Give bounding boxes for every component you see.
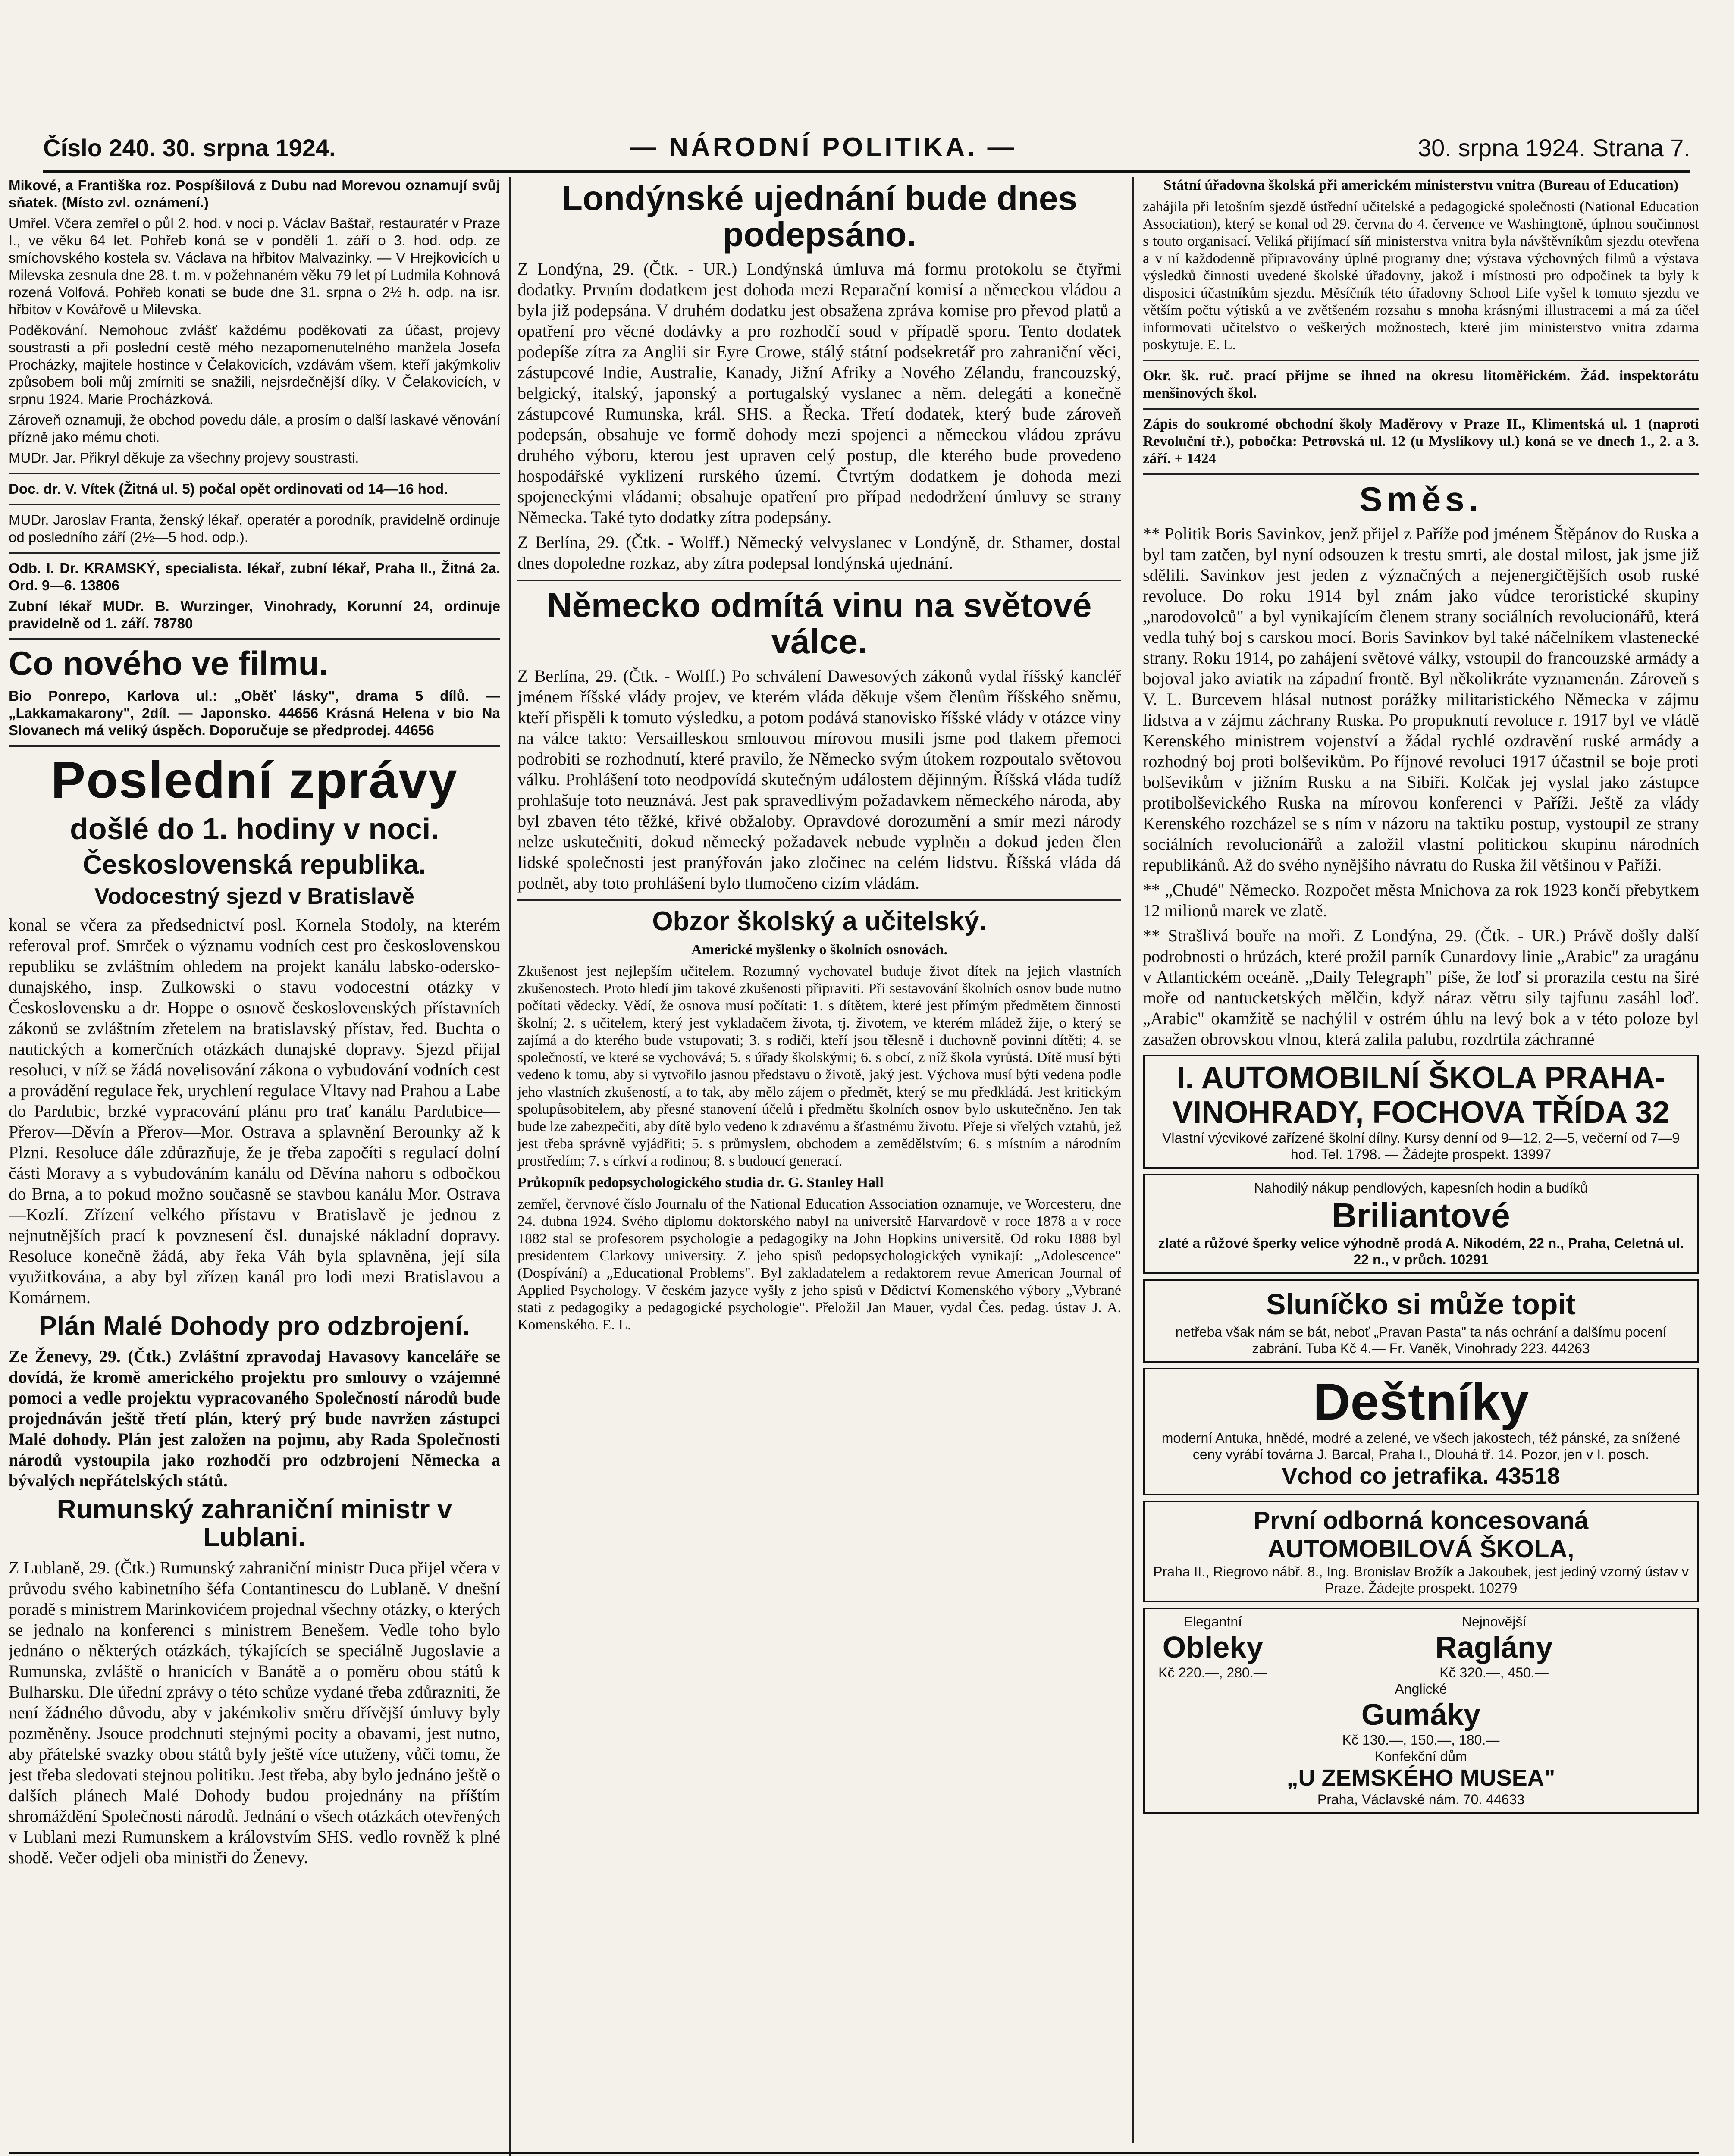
notice: Umřel. Včera zemřel o půl 2. hod. v noci p. Václav Baštař, restauratér v Praze I., ve věku 64 let. Pohřeb koná se v pondělí 1. září o 3. hod. odp. ze smíchovského kostela sv. Václava na hřbitov Malvazinky. — V Hrejkovicích u Milevska zesnula dne 28. t. m. v požehnaném věku 79 let pí Ludmila Kohnová rozená Volfová. Pohřeb konati se bude dne 31. srpna o 2½ h. odp. na isr. hřbitov v Kovářově u Milevska. <box>9 215 500 317</box>
ad-right <box>1432 1614 1691 1681</box>
ad-title: Briliantové <box>1332 1196 1510 1235</box>
notice: Poděkování. Nemohouc zvlášť každému poděkovati za účast, projevy soustrasti a při poslední cestě mého nezapomenutelného manžela Josefa Procházky, majitele hostince v Čelakovicích, vzdávám všem, kteří jakýmkoliv způsobem boli můj zmírniti se snažili, nejsrdečnější díky. V Čelakovicích, v srpnu 1924. Marie Procházková. <box>9 322 500 407</box>
issue-number: Číslo 240. 30. srpna 1924. <box>43 134 336 161</box>
ad-item: Raglány <box>1435 1630 1553 1664</box>
little-entente-heading: Plán Malé Dohody pro odzbrojení. <box>39 1311 470 1341</box>
ad-title: I. AUTOMOBILNÍ ŠKOLA PRAHA-VINOHRADY, FOCHOVA TŘÍDA 32 <box>1172 1061 1670 1130</box>
film-heading: Co nového ve filmu. <box>9 644 329 682</box>
office-section <box>1143 177 1699 467</box>
ad-item: Gumáky <box>1361 1698 1481 1731</box>
office-heading: Státní úřadovna školská při americkém ministerstvu vnitra (Bureau of Education) <box>1163 177 1679 193</box>
column-divider <box>509 177 511 2156</box>
ad-text: netřeba však nám se bát, neboť „Pravan Pasta" ta nás ochrání a dalšímu pocení zabrání. Tuba Kč 4.— Fr. Vaněk, Vinohrady 223. 44263 <box>1175 1324 1667 1356</box>
london-heading: Londýnské ujednání bude dnes podepsáno. <box>561 179 1077 254</box>
ad-clothing <box>1143 1608 1699 1814</box>
ad-foot: Vchod co jetrafika. 43518 <box>1282 1463 1560 1489</box>
notice: Zároveň oznamuji, že obchod povedu dále, a prosím o další laskavé věnování přízně jako mému choti. <box>9 412 500 445</box>
ad-driving-school <box>1143 1055 1699 1169</box>
waterway-heading: Vodocestný sjezd v Bratislavě <box>94 884 414 909</box>
ad-auto-school <box>1143 1501 1699 1602</box>
ad-umbrellas <box>1143 1368 1699 1495</box>
ad-item: Obleky <box>1162 1630 1264 1664</box>
ad-label: Elegantní <box>1183 1614 1242 1630</box>
ad-text: Praha II., Riegrovo nábř. 8., Ing. Bronislav Brožík a Jakoubek, jest jediný vzorný ústav v Praze. Žádejte prospekt. 10279 <box>1153 1564 1689 1596</box>
ad-price: Kč 320.—, 450.— <box>1439 1665 1549 1680</box>
enroll-notice: Zápis do soukromé obchodní školy Maděrovy v Praze II., Klimentská ul. 1 (naproti Revoluční tř.), pobočka: Petrovská ul. 12 (u Myslíkovy ul.) koná se ve dnech 1., 2. a 3. září. + 1424 <box>1143 416 1699 467</box>
notice: Mikové, a Františka roz. Pospíšilová z Dubu nad Morevou oznamují svůj sňatek. (Místo zvl. oznámení.) <box>9 177 500 210</box>
ad-store: „U ZEMSKÉHO MUSEA" <box>1286 1765 1555 1791</box>
misc-storm: ** Strašlivá bouře na moři. Z Londýna, 29. (Čtk. - UR.) Právě došly další podrobnosti o hrůzách, které prožil parník Cunardovy linie „Arabic" za uragánu v Atlantickém oceáně. „Daily Telegraph" píše, že loď si prorazila cestu na širé moře od nantucketských mělčin, když náraz větru sily tajfunu zasáhl loď. „Arabic" okamžitě se nachýlil v ostrém úhlu na levý bok a v této poloze byl zasažen obrovskou vlnou, která zalila palubu, rozdrtila záchranné <box>1143 926 1699 1049</box>
latest-news-subheading: došlé do 1. hodiny v noci. <box>70 812 439 846</box>
misc-savinkov: ** Politik Boris Savinkov, jenž přijel z Paříže pod jménem Štěpánov do Ruska a byl tam zatčen, byl nyní odsouzen k trestu smrti, ale dostal milost, jak jsme již sdělili. Savinkov jest jeden z význačných a nejenergičtějších osob ruské revoluce. Do roku 1914 byl znám jako vůdce teroristické skupiny „narodovolců" a byl vynikajícím členem strany sociálních revolucionářů, která vedla tuhý boj s carskou mocí. Boris Savinkov byl také náčelníkem vlastenecké strany. Roku 1914, po zahájení světové války, vstoupil do francouzské armády a bojoval jako aviatik na západní frontě. Byl několikráte vyznamenán. Zároveň s V. L. Burcevem hlásal nutnost porážky militaristického Německa v zájmu lidstva a v zájmu záchrany Ruska. Po propuknutí revoluce r. 1917 byl ve vládě Kerenského ministrem vojenství a žádal rychlé ozdravění ruské armády a rozhodný boj proti bolševikům. Po říjnové revoluci 1917 účastnil se boje proti bolševikům v jižním Rusku a na Sibiři. Kolčak jej vyslal jako zástupce protibolševického Ruska na mírovou konferenci v Paříži. Ještě za vlády Kerenského rozcházel se s ním v názoru na taktiku postup, vystoupil ze strany sociálních revolucionářů a založil vlastní politickou skupinu národních republikánů. Až do svého nynějšího návratu do Ruska žil většinou v Paříži. <box>1143 524 1699 874</box>
ad-address: Praha, Václavské nám. 70. 44633 <box>1317 1792 1525 1807</box>
ad-title: Sluníčko si může topit <box>1266 1288 1576 1321</box>
ad-label: Konfekční dům <box>1375 1749 1467 1764</box>
notice: Zubní lékař MUDr. B. Wurzinger, Vinohrady, Korunní 24, ordinuje pravidelně od 1. září. 78780 <box>9 598 500 631</box>
romania-heading: Rumunský zahraniční ministr v Lublani. <box>56 1495 452 1553</box>
notices <box>9 177 500 632</box>
ad-sunscreen <box>1143 1279 1699 1363</box>
column-3 <box>1143 177 1699 2156</box>
waterway-text: konal se včera za předsednictví posl. Kornela Stodoly, na kterém referoval prof. Smrček o významu vodních cest pro československou republiku se zvláštním ohledem na projekt kanálu labsko-odersko-dunajského, insp. Zulkowski o stavu vodocestní otázky v Československu a dr. Hoppe o osnově československých přístavních zákonů se zvláštním zřetelem na bratislavský přístav, řed. Buchta o nautických a komerčních otázkách dunajské dopravy. Sjezd přijal resoluci, v níž se žádá novelisování zákona o vybudování vodních cest a provádění regulace řek, urychlení regulace Vltavy nad Prahou a Labe do Pardubic, brzké vypracování plánu pro trať kanálu Pardubice—Přerov—Děvín a Přerov—Mor. Ostrava a splavnění Berounky až k Plzni. Resoluce dále zdůrazňuje, že je třeba započíti s regulací dolní části Moravy a s vybudováním kanálu od Děvína nahoru s odbočkou do Brna, a to pokud možno současně se stavbou kanálu Mor. Ostrava—Kozlí. Zřízení velkého přístavu v Bratislavě je jednou z nejnutnějších prací k povznesení čsl. dunajské nákladní dopravy. Resoluce konečně žádá, aby řeka Váh byla splavněna, její síla využitkována, a aby byl zřízen kanál pro lodi mezi Bratislavou a Komárnem. <box>9 915 500 1307</box>
school-text: Zkušenost jest nejlepším učitelem. Rozumný vychovatel buduje život dítek na jejich vlastních zkušenostech. Proto hledí jim takové zkušenosti připraviti. Při sestavování školních osnov bude nutno počítati vědecky. Vědí, že osnova musí počítati: 1. s dítětem, které jest přímým předmětem činnosti školní; 2. s učitelem, který jest vykladačem života, tj. životem, ve kterém mládež žije, o který se zajímá a do kterého bude vstupovati; 3. s rodiči, kteří jsou tělesně i duchovně povinni dítěti; 4. se společností, ve které se vychovává; 5. s úřady školskými; 6. s obcí, z níž škola vyrůstá. Dítě musí býti vedeno k tomu, aby si vytvořilo jasnou představu o životě, jaký jest. Výchova musí býti vedena podle jeho vlastních zkušeností, a to tak, aby mělo zájem o předmět, který se mu předkládá. Jest kritickým spolupůsobitelem, aby přesné stanovení účelů i předmětu školních osnov bylo uskutečněno. Jen tak bude lze zabezpečiti, aby dítě bylo vedeno k zdravému a šťastnému životu. Přeje si vřelých vztahů, jež jest třeba správně vyjádřiti; 5. s průmyslem, obchodem a zemědělstvím; 6. s místním a národním prostředím; 7. s církví a rodinou; 8. s budoucí generací. <box>517 963 1121 1169</box>
ad-price: Kč 220.—, 280.— <box>1158 1665 1267 1680</box>
column-2 <box>517 177 1121 2134</box>
romania-text: Z Lublaně, 29. (Čtk.) Rumunský zahraniční ministr Duca přijel včera v průvodu svého kabinetního šéfa Contantinescu do Lublaně. V dnešní poradě s ministrem Marinkovićem projednal všechny otázky, o kterých se jednalo na konferenci s ministrem Benešem. Vedle toho bylo jednáno o některých otázkách, týkajících se speciálně Jugoslavie a Rumunska, zvláště o hranicích v Banátě a o poměru obou států k Bulharsku. Dle úřední zprávy o této schůze vydané třeba zdůrazniti, že není žádného důvodu, aby v jakémkoliv směru dřívější úmluvy byly pozměněny. Jsouce prodchnuti stejnými pocity a obavami, jest nutno, aby přátelské svazky obou států byly ještě více utuženy, vůči tomu, že jest třeba sledovati stejnou politiku. Jest třeba, aby bylo jednáno ještě o dalších plánech Malé Dohody budou projednány na příštím shromáždění Společnosti národů. Jednání o všech otázkách otevřených v Lublani mezi Rumunskem a královstvím SHS. vedlo rovněž k plné shodě. Večer odjeli oba ministři do Ženevy. <box>9 1558 500 1868</box>
misc-heading: Směs. <box>1359 480 1483 518</box>
ad-label: Nejnovější <box>1461 1614 1527 1630</box>
berlin-text: Z Berlína, 29. (Čtk. - Wolff.) Německý velvyslanec v Londýně, dr. Sthamer, dostal dnes dopoledne rozkaz, aby zítra podepsal londýnská ujednání. <box>517 533 1121 573</box>
notice: MUDr. Jar. Přikryl děkuje za všechny projevy soustrasti. <box>9 450 359 466</box>
ad-text: Vlastní výcvikové zařízené školní dílny. Kursy denní od 9—12, 2—5, večerní od 7—9 hod. Tel. 1798. — Žádejte prospekt. 13997 <box>1162 1130 1680 1162</box>
ad-jeweller <box>1143 1174 1699 1274</box>
film-text: Bio Ponrepo, Karlova ul.: „Oběť lásky", drama 5 dílů. — „Lakkamakarony", 2díl. — Japonsko. 44656 Krásná Helena v bio Na Slovanech má veliký úspěch. Doporučuje se předprodej. 44656 <box>9 687 500 738</box>
ad-title: Deštníky <box>1313 1373 1529 1431</box>
ad-price: Kč 130.—, 150.—, 180.— <box>1342 1732 1500 1748</box>
ad-prices <box>1151 1614 1691 1681</box>
school-subheading: Americké myšlenky o školních osnovách. <box>691 942 948 958</box>
notice: Doc. dr. V. Vítek (Žitná ul. 5) počal opět ordinovati od 14—16 hod. <box>9 481 448 497</box>
ad-left <box>1151 1614 1410 1681</box>
cs-republic-heading: Československá republika. <box>82 850 426 880</box>
school-heading: Obzor školský a učitelský. <box>652 906 987 936</box>
ad-text: Nahodilý nákup pendlových, kapesních hodin a budíků <box>1254 1180 1588 1196</box>
masthead: — NÁRODNÍ POLITIKA. — <box>630 132 1017 162</box>
latest-news-heading: Poslední zprávy <box>51 751 458 809</box>
misc-munich: ** „Chudé" Německo. Rozpočet města Mnichova za rok 1923 končí přebytkem 12 milionů marek ve zlatě. <box>1143 880 1699 920</box>
pioneer-heading: Průkopník pedopsychologického studia dr. G. Stanley Hall <box>517 1175 884 1191</box>
office-notice: Okr. šk. ruč. prací přijme se ihned na okresu litoměřickém. Žád. inspektorátu menšinových škol. <box>1143 368 1699 401</box>
london-text: Z Londýna, 29. (Čtk. - UR.) Londýnská úmluva má formu protokolu se čtyřmi dodatky. Prvním dodatkem jest dohoda mezi Reparační komisí a německou vládou a byla již podepsána. V druhém dodatku jest obsažena zpráva komise pro převod platů a opatření pro věcné dodávky a pro rozhodčí soud v případě sporu. Tento dodatek podepíše zítra za Anglii sir Eyre Crowe, stálý státní podsekretář pro zahraniční věci, zástupcové Indie, Australie, Kanady, Jižní Afriky a Nového Zélandu, francouzský, belgický, italský, japonský a portugalský vyslanec a něm. delegáti a konečně zástupcové Rumunska, král. SHS. a Řecka. Třetí dodatek, který bude zároveň podepsán, obsahuje ve formě dohody mezi spojenci a německou vládou zprávu druhého výboru, kterou jest upraven celý postup, dle kterého bude provedeno hospodářské vyklizení rurského území. Čtvrtým dodatkem je dohoda mezi spojeneckými vládami; obsahuje opatření pro případ nedodržení úmluvy se strany Německa. Také tyto dodatky zítra podepsány. <box>517 259 1121 527</box>
column-1 <box>9 177 500 2156</box>
notice: Odb. l. Dr. KRAMSKÝ, specialista. lékař, zubní lékař, Praha II., Žitná 2a. Ord. 9—6. 13806 <box>9 560 500 593</box>
ad-label: Anglické <box>1395 1681 1447 1697</box>
bottom-rule <box>9 2152 1699 2154</box>
germany-text: Z Berlína, 29. (Čtk. - Wolff.) Po schválení Dawesových zákonů vydal říšský kancléř jménem říšské vlády projev, ve kterém vláda děkuje všem členům říšského sněmu, kteří přispěli k tomuto výsledku, a potom podává stanovisko říšské vlády v otázce viny na válce takto: Versailleskou smlouvou mírovou musili jsme pod tlakem přemoci podrobiti se rozhodnutí, které pravilo, že Německo svým útokem rozpoutalo světovou válku. Prohlášení toto neodpovídá skutečným událostem dějinným. Říšská vláda tudíž prohlašuje toto neuznává. Jest pak spravedlivým požadavkem německého národa, aby byl zbaven této těžké, křivé obžaloby. Opravdové dorozumění a smír mezi národy nelze uskutečniti, dokud německý požadavek nebude vyplněn a dokud jeden člen lidské společnosti jest pranýřován jako zločinec na celém lidstvu. Říšská vláda dá podnět, aby toto prohlášení bylo tlumočeno cizím vládám. <box>517 666 1121 893</box>
school-section <box>517 941 1121 1334</box>
office-text: zahájila při letošním sjezdě ústřední učitelské a pedagogické společnosti (National Education Association), který se konal od 29. června do 4. července ve Washingtoně, úplnou součinnost s touto organisací. Veliká přijímací síň ministerstva vnitra byla návštěvníkům sjezdu otevřena a v ní každodenně připravovány úplné programy dne; výstava výchovných filmů a výstava výsledků činnosti uvedené školské úřadovny, jakož i místnosti pro odpočinek ta byly k disposici účastníkům sjezdu. Měsíčník této úřadovny School Life vyšel k tomuto sjezdu ve větším počtu výtisků a ve zvětšeném rozsahu s mnoha krásnými illustracemi a má za účel informovati učitelstvo o veškerých možnostech, které jim ministerstvo vnitra zdarma poskytuje. E. L. <box>1143 199 1699 353</box>
ad-text: moderní Antuka, hnědé, modré a zelené, ve všech jakostech, též pánské, za snížené ceny vyrábí továrna J. Barcal, Praha I., Dlouhá tř. 14. Pozor, jen v I. posch. <box>1161 1430 1681 1462</box>
header-rule <box>43 170 1690 173</box>
page-header <box>43 129 1690 168</box>
ad-title: První odborná koncesovaná AUTOMOBILOVÁ ŠKOLA, <box>1253 1507 1589 1563</box>
pioneer-text: zemřel, červnové číslo Journalu of the National Education Association oznamuje, ve Worcesteru, dne 24. dubna 1924. Svého diplomu doktorského nabyl na universitě Harvardově v roce 1878 a v roce 1882 stal se profesorem psychologie a pedagogiky na John Hopkins universitě. Od roku 1888 byl presidentem Clarkovy university. Z jeho spisů pedopsychologických vynikají: „Adolescence" (Dospívání) a „Educational Problems". Byl zakladatelem a redaktorem revue American Journal of Applied Psychology. V českém jazyce vyšly z jeho spisů v Dědictví Komenského výbory „Vybrané stati z pedagogiky a pedagogické psychologie". Přeložil Jan Mauer, vydal Čes. pedag. ústav J. A. Komenského. E. L. <box>517 1196 1121 1333</box>
column-divider <box>1132 177 1134 2143</box>
notice: MUDr. Jaroslav Franta, ženský lékař, operatér a porodník, pravidelně ordinuje od posledního září (2½—5 hod. odp.). <box>9 512 500 545</box>
ad-sub: zlaté a růžové šperky velice výhodně prodá A. Nikodém, 22 n., Praha, Celetná ul. 22 n., v průch. 10291 <box>1158 1235 1684 1267</box>
germany-heading: Německo odmítá vinu na světové válce. <box>547 586 1092 661</box>
little-entente-text: Ze Ženevy, 29. (Čtk.) Zvláštní zpravodaj Havasovy kanceláře se dovídá, že kromě amerického projektu pro smlouvy o vzájemné pomoci a vedle projektu vypracovaného Společností národů bude projednáván ještě třetí plán, který prý bude navržen zástupci Malé dohody. Plán jest založen na pojmu, aby Rada Společnosti národů vystoupila jako rozhodčí pro odzbrojení Německa a bývalých nepřátelských států. <box>9 1347 500 1491</box>
date-page: 30. srpna 1924. Strana 7. <box>1418 134 1690 161</box>
